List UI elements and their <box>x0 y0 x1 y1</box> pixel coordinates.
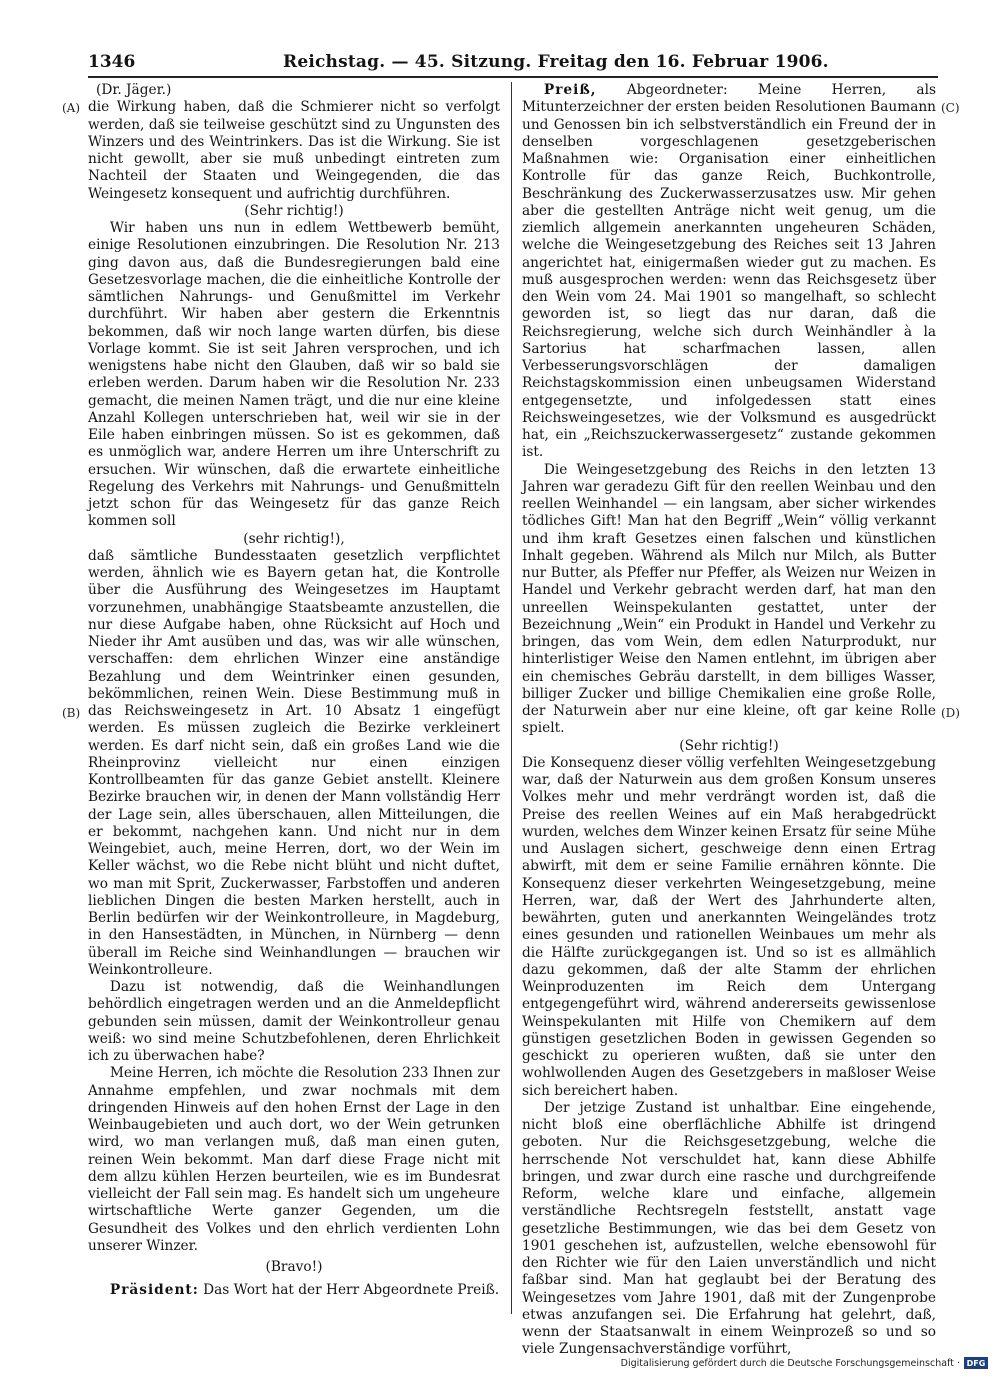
paragraph: die Wirkung haben, daß die Schmierer nicht so verfolgt werden, daß sie teilweise geschützt sind zu Ungunsten des Winzers und des Weintrinkers. Das ist die Wirkung. Sie ist nicht gewollt, aber sie muß unbedingt eintreten zum Nachteil der Staaten und Weingegenden, die das Weingesetz konsequent und aufrichtig durchführen. <box>88 99 500 202</box>
header-rule <box>88 76 938 78</box>
paragraph: Die Konsequenz dieser völlig verfehlten Weingesetzgebung war, daß der Naturwein aus dem großen Konsum unseres Volkes mehr und mehr verdrängt worden ist, daß die Preise des reellen Weines auf ein Maß herabgedrückt wurden, welches dem Winzer keinen Ersatz für seine Mühe und Auslagen sichert, geschweige denn einen Ertrag abwirft, mit dem er seine Familie ernähren könnte. Die Konsequenz dieser verkehrten Weingesetzgebung, meine Herren, war, daß der Wert des Jahrhunderte alten, bewährten, guten und anerkannten Weingeländes trotz eines gesunden und rationellen Weinbaues um mehr als die Hälfte zurückgegangen ist. Und so ist es allmählich dazu gekommen, daß der alte Stamm der ehrlichen Weinproduzenten im Reich dem Untergang entgegengeführt wird, während andererseits gewissenlose Weinspekulanten mit Hilfe von Chemikern auf dem günstigen gesetzlichen Boden in gewissen Gegenden so geschickt zu operieren wußten, daß sie unter den wohlwollenden Augen des Gesetzgebers in maßloser Weise sich bereichert haben. <box>522 754 936 1099</box>
speaker-name: Preiß, <box>543 82 597 98</box>
running-title: Reichstag. — 45. Sitzung. Freitag den 16. Februar 1906. <box>283 52 829 72</box>
speaker-tag: (Dr. Jäger.) <box>96 82 172 98</box>
interjection: (Sehr richtig!) <box>244 202 344 219</box>
left-column <box>88 82 500 1300</box>
page-header <box>88 52 938 76</box>
margin-mark-c: (C) <box>941 101 960 115</box>
paragraph: Wir haben uns nun in edlem Wettbewerb bemüht, einige Resolutionen einzubringen. Die Resolution Nr. 213 ging davon aus, daß die Bundesregierungen bald eine Gesetzesvorlage machen, die die einheitliche Kontrolle der sämtlichen Nahrungs- und Genußmittel im Verkehr durchführt. Wir haben aber gestern die Erkenntnis bekommen, daß wir noch lange warten dürfen, bis diese Vorlage kommt. Sie ist seit Jahren versprochen, und ich wenigstens habe nicht den Glauben, daß wir so bald sie erleben werden. Darum haben wir die Resolution Nr. 233 gemacht, die meinen Namen trägt, und die nur eine kleine Anzahl Kollegen unterschrieben hat, weil wir sie in der Eile haben einbringen müssen. So ist es gekommen, daß es unmöglich war, andere Herren um ihre Unterschrift zu ersuchen. Wir wünschen, daß die erwartete einheitliche Regelung des Verkehrs mit Nahrungs- und Genußmitteln jetzt schon für das Weingesetz für das ganze Reich kommen soll <box>88 220 500 530</box>
footer-text: Digitalisierung gefördert durch die Deutsche Forschungsgemeinschaft · <box>620 1357 960 1369</box>
footer <box>621 1357 988 1369</box>
dfg-logo-icon: DFG <box>964 1357 988 1369</box>
president-speaker: Präsident: <box>109 1282 199 1299</box>
paragraph: Die Weingesetzgebung des Reichs in den letzten 13 Jahren war geradezu Gift für den reellen Weinbau und den reellen Weinhandel — ein langsam, aber sicher wirkendes tödliches Gift! Man hat den Begriff „Wein“ völlig verkannt und ihm kraft Gesetzes einen falschen und künstlichen Inhalt gegeben. Während als Milch nur Milch, als Butter nur Butter, als Pfeffer nur Pfeffer, als Weizen nur Weizen in Handel und Verkehr gebracht werden darf, hat man den unreellen Weinspekulanten gestattet, unter der Bezeichnung „Wein“ ein Produkt in Handel und Verkehr zu bringen, das vom Wein, dem edlen Naturprodukt, nur hinterlistiger Weise den Namen entlehnt, im übrigen aber ein chemisches Gebräu darstellt, in dem billiges Wasser, billiger Zucker und billige Chemikalien eine große Rolle, der Naturwein aber nur eine kleine, oft gar keine Rolle spielt. <box>522 461 936 737</box>
interjection: (sehr richtig!), <box>243 530 345 547</box>
page-number: 1346 <box>88 52 136 72</box>
margin-mark-d: (D) <box>941 706 960 720</box>
interjection: (Sehr richtig!) <box>679 737 779 754</box>
paragraph: Meine Herren, ich möchte die Resolution 233 Ihnen zur Annahme empfehlen, und zwar nochmals mit dem dringenden Hinweis auf den hohen Ernst der Lage in den Weinbaugebieten und auch dort, wo der Wein getrunken wird, wo man verlangen muß, daß man einen guten, reinen Wein bekommt. Man darf diese Frage nicht mit dem allzu kühlen Herzen beurteilen, wie es im Bundesrat vielleicht der Fall sein mag. Es handelt sich um ungeheure wirtschaftliche Werte ganzer Gegenden, um die Gesundheit des Volkes und den ehrlich verdienten Lohn unserer Winzer. <box>88 1065 500 1254</box>
margin-mark-b: (B) <box>62 706 81 720</box>
paragraph: Abgeordneter: Meine Herren, als Mitunterzeichner der ersten beiden Resolutionen Baumann und Genossen bin ich selbstverständlich ein Freund der in denselben vorgeschlagenen gesetzgeberischen Maßnahmen wie: Organisation einer einheitlichen Kontrolle für das ganze Reich, Buchkontrolle, Beschränkung des Zuckerwasserzusatzes usw. Mir gehen aber die gestellten Anträge nicht weit genug, um die ziemlich allgemein anerkannten ungeheuren Schäden, welche die Weingesetzgebung des Reiches seit 13 Jahren angerichtet hat, einigermaßen wieder gut zu machen. Es muß ausgesprochen werden: wenn das Reichsgesetz über den Wein vom 24. Mai 1901 so mangelhaft, so schlecht geworden ist, so liegt das nur daran, daß die Reichsregierung, welche sich durch Weinhändler à la Sartorius hat scharfmachen lassen, allen Verbesserungsvorschlägen der damaligen Reichstagskommission einen unbeugsamen Widerstand entgegensetzte, und infolgedessen statt eines Reichsweingesetzes, wie der Volksmund es ausgedrückt hat, ein „Reichszuckerwassergesetz“ zustande gekommen ist. <box>522 82 936 461</box>
speech-opening <box>522 82 936 462</box>
margin-mark-a: (A) <box>62 101 81 115</box>
column-separator <box>511 82 512 1314</box>
right-column <box>522 82 936 1359</box>
president-text: Das Wort hat der Herr Abgeordnete Preiß. <box>203 1282 500 1299</box>
paragraph: Der jetzige Zustand ist unhaltbar. Eine eingehende, nicht bloß eine oberflächliche Abhilfe ist dringend geboten. Nur die Reichsgesetzgebung, welche die herrschende Not verschuldet hat, kann diese Abhilfe bringen, und zwar durch eine rasche und durchgreifende Reform, welche klare und einfache, allgemein verständliche Rechtsregeln feststellt, anstatt vage gesetzliche Bestimmungen, wie das bei dem Gesetz von 1901 geschehen ist, aufzustellen, welche ebensowohl für den Richter wie für den Laien unverständlich und nicht faßbar sind. Man hat geglaubt bei der Beratung des Weingesetzes vom Jahre 1901, daß mit der Zungenprobe etwas anzufangen sei. Die Erfahrung hat gelehrt, daß, wenn der Staatsanwalt in einem Weinprozeß so und so viele Zungensachverständige vorführt, <box>522 1099 936 1358</box>
paragraph: daß sämtliche Bundesstaaten gesetzlich verpflichtet werden, ähnlich wie es Bayern getan hat, die Kontrolle über die Ausführung des Weingesetzes im Hauptamt vorzunehmen, unabhängige Staatsbeamte anzustellen, die nur diese Aufgabe haben, ohne Rücksicht auf Hoch und Nieder ihr Amt ausüben und das, was wir alle wünschen, verschaffen: dem ehrlichen Winzer eine anständige Bezahlung und dem Weintrinker einen gesunden, bekömmlichen, reinen Wein. Diese Bestimmung muß in das Reichsweingesetz in Art. 10 Absatz 1 eingefügt werden. Es müssen zugleich die Bezirke verkleinert werden. Es darf nicht sein, daß ein großes Land wie die Rheinprovinz vielleicht nur einen einzigen Kontrollbeamten für das ganze Gebiet anstellt. Kleinere Bezirke brauchen wir, in denen der Mann vollständig Herr der Lage sein, alles überschauen, allen Mitteilungen, die er bekommt, nachgehen kann. Und nicht nur in dem Weingebiet, auch, meine Herren, dort, wo der Wein im Keller wächst, wo die Rebe nicht blüht und nicht duftet, wo man mit Sprit, Zuckerwasser, Farbstoffen und anderen lieblichen Dingen die besten Marken herstellt, auch in Berlin bedürfen wir der Weinkontrolleure, in Magdeburg, in den Hansestädten, in München, in Nürnberg — denn überall im Reiche sind Weinhandlungen — brauchen wir Weinkontrolleure. <box>88 547 500 978</box>
president-paragraph <box>88 1282 500 1299</box>
interjection: (Bravo!) <box>265 1259 323 1275</box>
paragraph: Dazu ist notwendig, daß die Weinhandlungen behördlich eingetragen werden und an die Anmeldepflicht gebunden sein müssen, damit der Weinkontrolleur genau weiß: wo sind meine Schutzbefohlenen, deren Ehrlichkeit ich zu überwachen habe? <box>88 979 500 1064</box>
